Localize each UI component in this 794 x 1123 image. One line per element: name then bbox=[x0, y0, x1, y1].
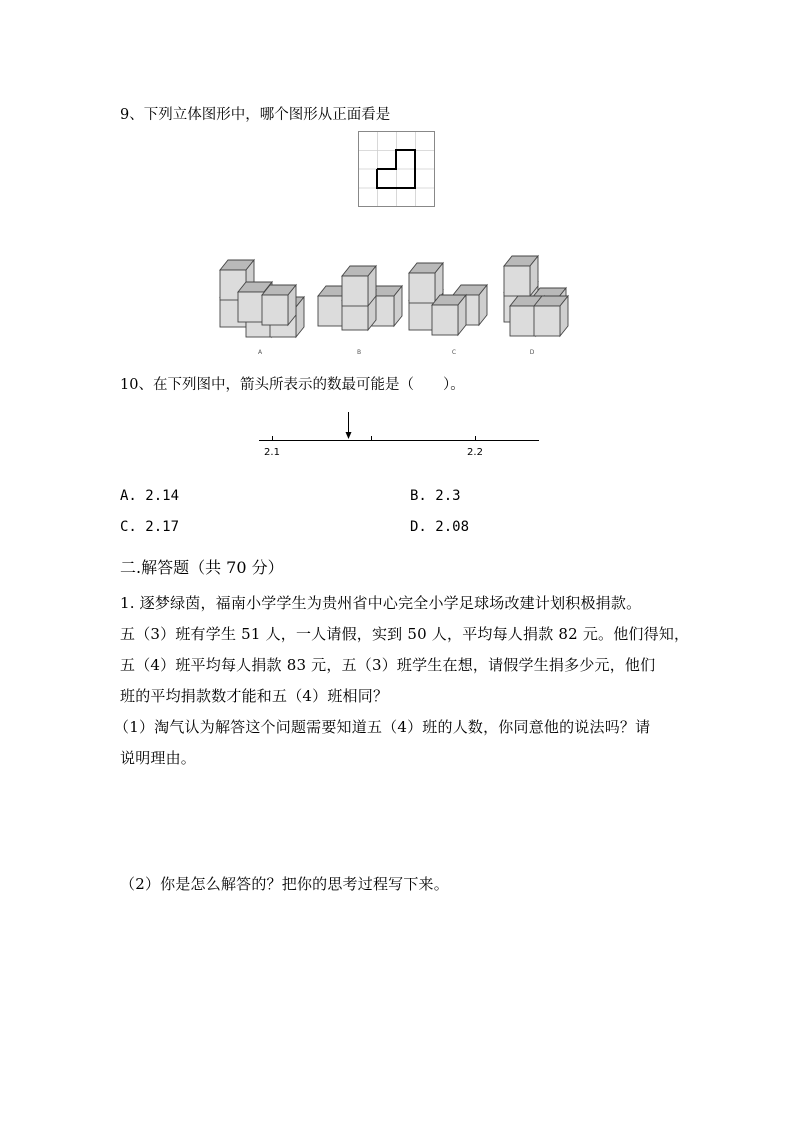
problem-1-line-1: 1. 逐梦绿茵，福南小学学生为贵州省中心完全小学足球场改建计划积极捐款。 bbox=[120, 594, 642, 612]
option-a bbox=[120, 488, 179, 504]
option-b-letter: B. bbox=[410, 488, 427, 504]
figure-a bbox=[220, 260, 304, 337]
problem-1-line-3: 五（4）班平均每人捐款 83 元，五（3）班学生在想，请假学生捐多少元，他们 bbox=[120, 656, 656, 674]
front-view-grid-figure bbox=[358, 131, 436, 208]
option-c bbox=[120, 519, 179, 535]
option-b-value: 2.3 bbox=[435, 488, 461, 504]
figure-label-b: B bbox=[356, 349, 362, 356]
option-a-letter: A. bbox=[120, 488, 137, 504]
figure-d bbox=[504, 256, 568, 336]
option-d-value: 2.08 bbox=[435, 519, 470, 535]
cube-figures bbox=[216, 252, 576, 360]
option-c-value: 2.17 bbox=[145, 519, 180, 535]
sub-question-1-line-2: 说明理由。 bbox=[120, 749, 197, 767]
question-9-text: 9、下列立体图形中，哪个图形从正面看是 bbox=[120, 107, 391, 123]
sub-question-2: （2）你是怎么解答的？把你的思考过程写下来。 bbox=[120, 875, 449, 893]
tick-label-right: 2.2 bbox=[467, 447, 483, 458]
question-10-text: 10、在下列图中，箭头所表示的数最可能是（ ）。 bbox=[120, 377, 465, 393]
figure-b bbox=[318, 266, 402, 330]
arrow-head-icon bbox=[346, 432, 352, 439]
figure-label-d: D bbox=[529, 349, 535, 356]
option-d bbox=[410, 519, 469, 535]
section-title: 二.解答题（共 70 分） bbox=[120, 558, 284, 577]
option-b bbox=[410, 488, 461, 504]
option-d-letter: D. bbox=[410, 519, 427, 535]
figure-label-a: A bbox=[257, 349, 263, 356]
problem-1-line-4: 班的平均捐款数才能和五（4）班相同？ bbox=[120, 687, 389, 705]
number-line bbox=[255, 408, 545, 460]
sub-question-1-line-1: （1）淘气认为解答这个问题需要知道五（4）班的人数，你同意他的说法吗？请 bbox=[114, 718, 651, 736]
figure-label-c: C bbox=[451, 349, 457, 356]
tick-label-left: 2.1 bbox=[264, 447, 280, 458]
problem-1-line-2: 五（3）班有学生 51 人，一人请假，实到 50 人，平均每人捐款 82 元。他们得知， bbox=[120, 625, 690, 643]
option-a-value: 2.14 bbox=[145, 488, 180, 504]
option-c-letter: C. bbox=[120, 519, 137, 535]
figure-c bbox=[409, 263, 487, 335]
